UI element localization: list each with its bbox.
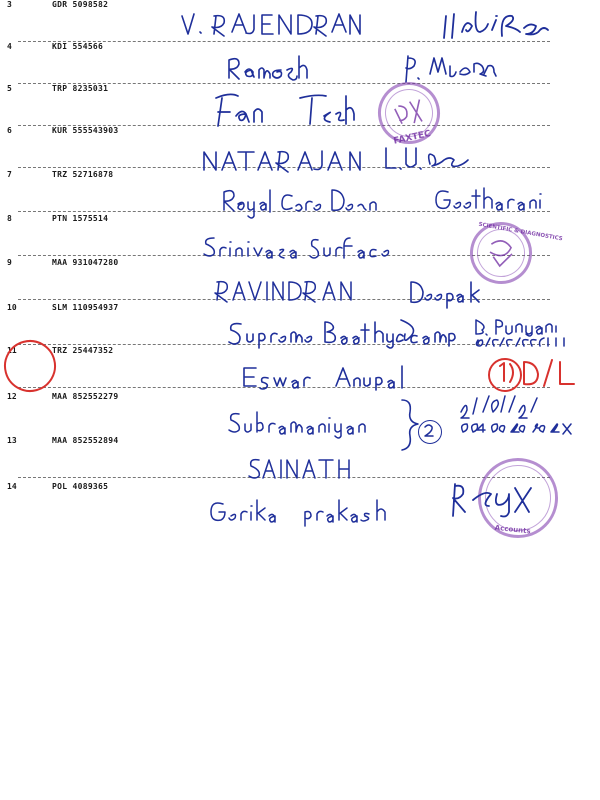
- row-number: 3: [7, 0, 12, 9]
- row-code: POL 4089365: [52, 482, 109, 491]
- row-number: 13: [7, 436, 17, 445]
- row-code: MAA 852552279: [52, 392, 119, 401]
- row-code: GDR 5098582: [52, 0, 109, 9]
- row-code: TRZ 52716878: [52, 170, 114, 179]
- signature: [380, 144, 480, 174]
- row-number: 7: [7, 170, 12, 179]
- row-number: 9: [7, 258, 12, 267]
- handwritten-extra: [430, 184, 560, 214]
- row-number: 6: [7, 126, 12, 135]
- signature: [440, 10, 560, 42]
- handwritten-name: [200, 232, 400, 262]
- handwritten-extra: [405, 278, 515, 308]
- row-code: KUR 555543903: [52, 126, 119, 135]
- handwritten-name: [180, 10, 370, 40]
- signature: [445, 480, 555, 520]
- company-stamp: [372, 76, 446, 150]
- row-code: PTN 1575514: [52, 214, 109, 223]
- row-number: 11: [7, 346, 17, 355]
- handwritten-name: [225, 54, 335, 84]
- handwritten-name: [220, 186, 380, 216]
- row-number: 8: [7, 214, 12, 223]
- handwritten-extra: [455, 392, 585, 438]
- row-number: 5: [7, 84, 12, 93]
- row-code: TRZ 25447352: [52, 346, 114, 355]
- handwritten-name: [245, 454, 355, 482]
- handwritten-name: [225, 408, 375, 438]
- handwritten-note: [418, 420, 440, 442]
- stamp-text: Accounts: [494, 523, 532, 536]
- handwritten-name: [210, 90, 360, 130]
- stamp-text: FAXTEC: [392, 129, 432, 147]
- row-number: 4: [7, 42, 12, 51]
- row-number: 10: [7, 303, 17, 312]
- handwritten-name: [205, 496, 415, 526]
- handwritten-name: [240, 362, 440, 392]
- handwritten-name: [225, 318, 475, 350]
- stamp-text: SCIENTIFIC & DIAGNOSTICS: [478, 221, 564, 243]
- row-code: MAA 852552894: [52, 436, 119, 445]
- row-number: 12: [7, 392, 17, 401]
- handwritten-note: [488, 358, 598, 390]
- handwritten-name: [215, 276, 365, 306]
- handwritten-extra: [470, 316, 585, 348]
- row-number: 14: [7, 482, 17, 491]
- handwritten-name: [200, 146, 365, 176]
- row-code: KDI 554566: [52, 42, 104, 51]
- row-code: SLM 110954937: [52, 303, 119, 312]
- row-code: MAA 931047280: [52, 258, 119, 267]
- row-code: TRP 8235031: [52, 84, 109, 93]
